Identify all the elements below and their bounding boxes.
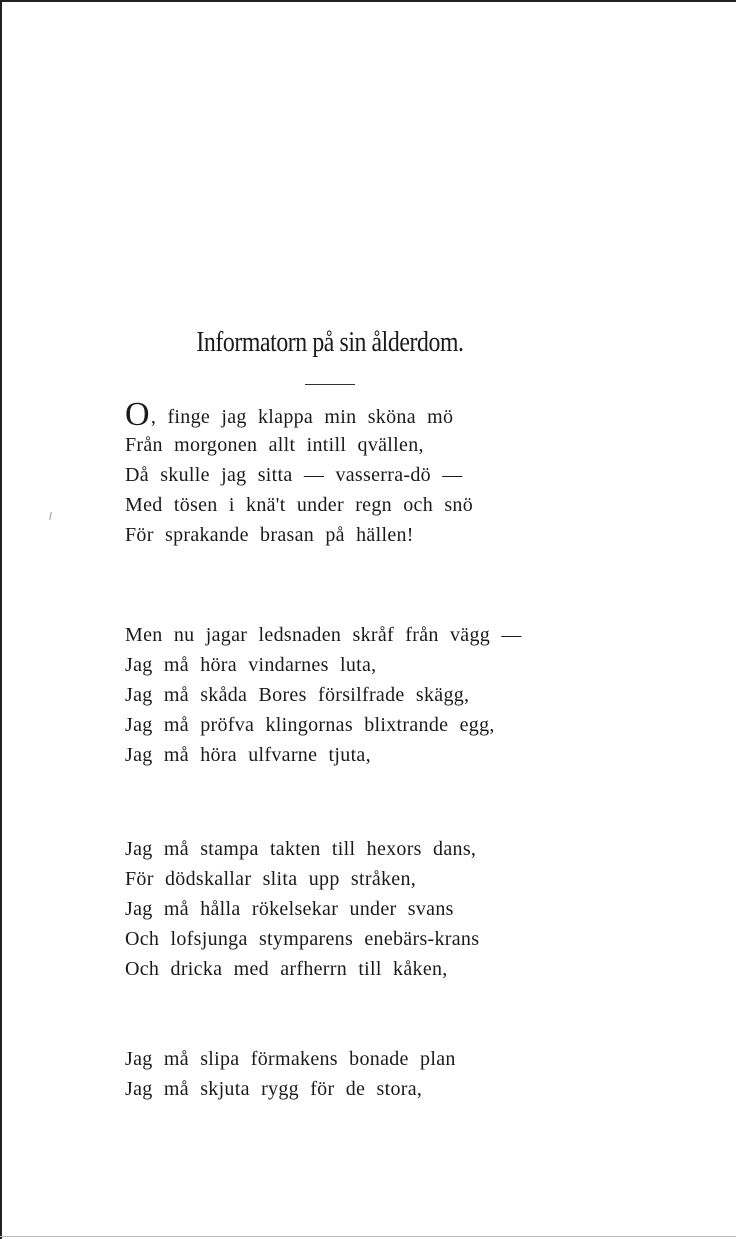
- page-edge-left: [0, 0, 2, 1239]
- stanza-1-line-4: Med tösen i knä't under regn och snö: [125, 494, 474, 516]
- paper-speck: [49, 512, 52, 520]
- stanza-1: [125, 396, 474, 550]
- stanza-4: [125, 1044, 456, 1104]
- stanza-3-line-5: Och dricka med arfherrn till kåken,: [125, 958, 448, 980]
- stanza-1-line-1: [125, 396, 473, 433]
- drop-cap: O: [125, 396, 150, 433]
- stanza-2-line-1: Men nu jagar ledsnaden skråf från vägg —: [125, 624, 522, 646]
- stanza-3-line-4: Och lofsjunga stymparens enebärs-krans: [125, 928, 480, 950]
- stanza-2-line-2: Jag må höra vindarnes luta,: [125, 654, 377, 676]
- poem-title: Informatorn på sin ålderdom.: [196, 326, 464, 358]
- page-edge-top: [0, 0, 736, 2]
- stanza-1-line-2: Från morgonen allt intill qvällen,: [125, 434, 424, 456]
- stanza-3-line-3: Jag må hålla rökelsekar under svans: [125, 898, 454, 920]
- stanza-1-line-1-text: , finge jag klappa min sköna mö: [150, 406, 454, 428]
- stanza-2: [125, 620, 522, 770]
- stanza-2-line-5: Jag må höra ulfvarne tjuta,: [125, 744, 371, 766]
- stanza-4-line-2: Jag må skjuta rygg för de stora,: [125, 1078, 423, 1100]
- title-divider: [305, 384, 355, 385]
- stanza-1-line-5: För sprakande brasan på hällen!: [125, 524, 414, 546]
- stanza-2-line-4: Jag må pröfva klingornas blixtrande egg,: [125, 714, 495, 736]
- stanza-1-line-3: Då skulle jag sitta — vasserra-dö —: [125, 464, 463, 486]
- stanza-2-line-3: Jag må skåda Bores försilfrade skägg,: [125, 684, 470, 706]
- stanza-3-line-2: För dödskallar slita upp stråken,: [125, 868, 417, 890]
- stanza-3: [125, 834, 479, 984]
- stanza-4-line-1: Jag må slipa förmakens bonade plan: [125, 1048, 456, 1070]
- stanza-3-line-1: Jag må stampa takten till hexors dans,: [125, 838, 477, 860]
- page-edge-bottom: [0, 1236, 736, 1237]
